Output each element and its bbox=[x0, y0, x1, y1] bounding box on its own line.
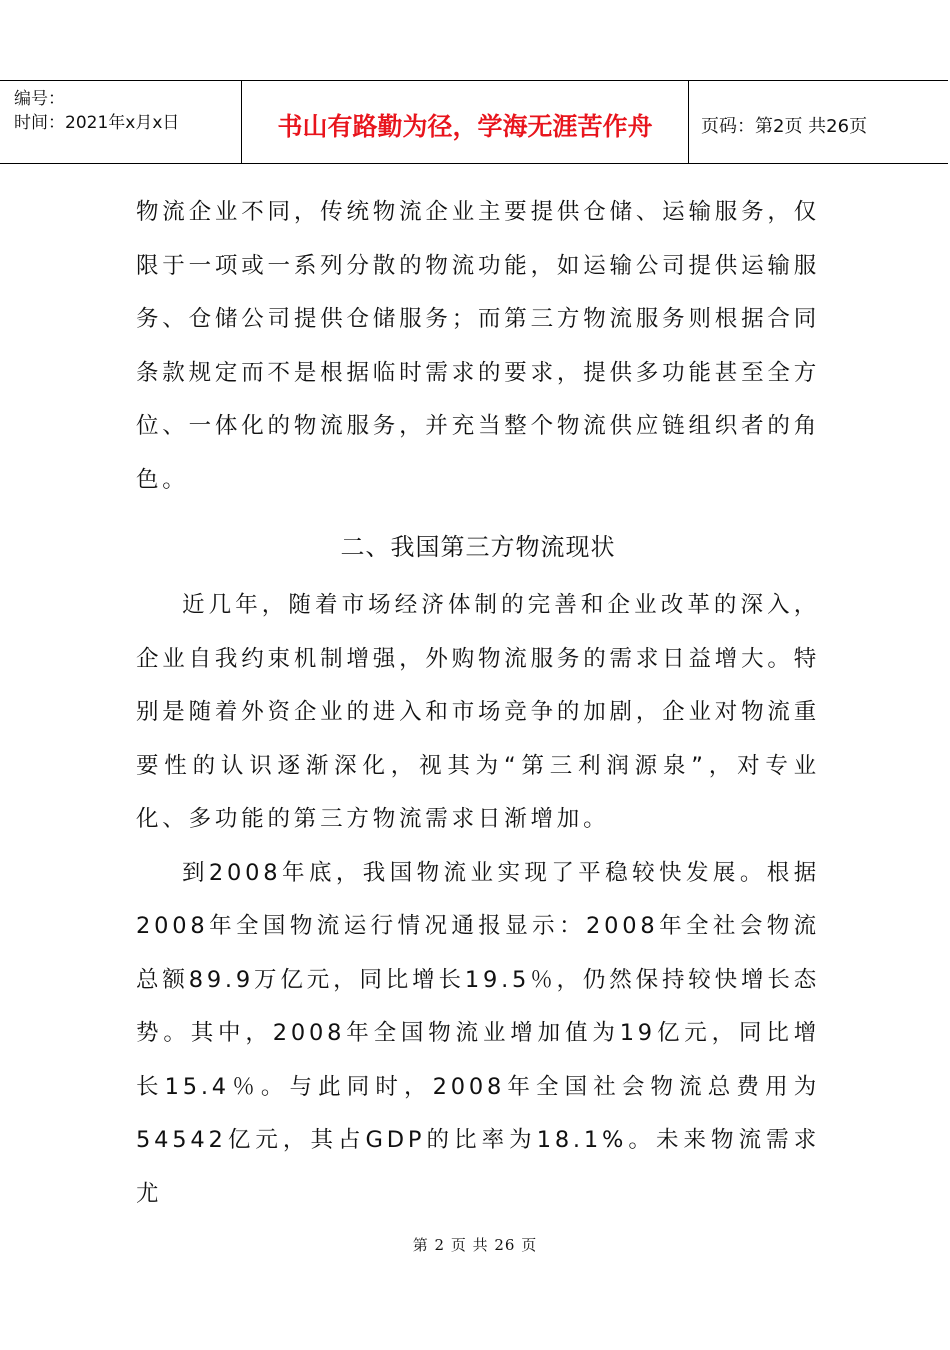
document-number-label: 编号： bbox=[14, 89, 65, 109]
body-paragraph-1: 物流企业不同，传统物流企业主要提供仓储、运输服务，仅限于一项或一系列分散的物流功能，如运输公司提供运输服务、仓储公司提供仓储服务；而第三方物流服务则根据合同条款规定而不是根据临时需求的要求，提供多功能甚至全方位、一体化的物流服务，并充当整个物流供应链组织者的角色。 bbox=[136, 199, 820, 493]
header-page-number: 页码：第2页 共26页 bbox=[701, 116, 868, 137]
body-paragraph-2: 近几年，随着市场经济体制的完善和企业改革的深入，企业自我约束机制增强，外购物流服务的需求日益增大。特别是随着外资企业的进入和市场竞争的加剧，企业对物流重要性的认识逐渐深化，视其为“第三利润源泉”，对专业化、多功能的第三方物流需求日渐增加。 bbox=[136, 592, 820, 832]
page-header bbox=[0, 80, 948, 164]
header-motto: 书山有路勤为径，学海无涯苦作舟 bbox=[242, 81, 689, 163]
header-meta bbox=[0, 81, 242, 163]
document-time-label: 时间：2021年x月x日 bbox=[14, 113, 180, 133]
body-paragraph-3: 到2008年底，我国物流业实现了平稳较快发展。根据2008年全国物流运行情况通报显示：2008年全社会物流总额89.9万亿元，同比增长19.5％，仍然保持较快增长态势。其中，2008年全国物流业增加值为19亿元，同比增长15.4％。与此同时，2008年全国社会物流总费用为54542亿元，其占GDP的比率为18.1%。未来物流需求尤 bbox=[136, 859, 820, 1207]
document-body bbox=[136, 186, 820, 1221]
page-footer: 第 2 页 共 26 页 bbox=[412, 1236, 538, 1254]
section-heading: 二、我国第三方物流现状 bbox=[340, 533, 616, 561]
